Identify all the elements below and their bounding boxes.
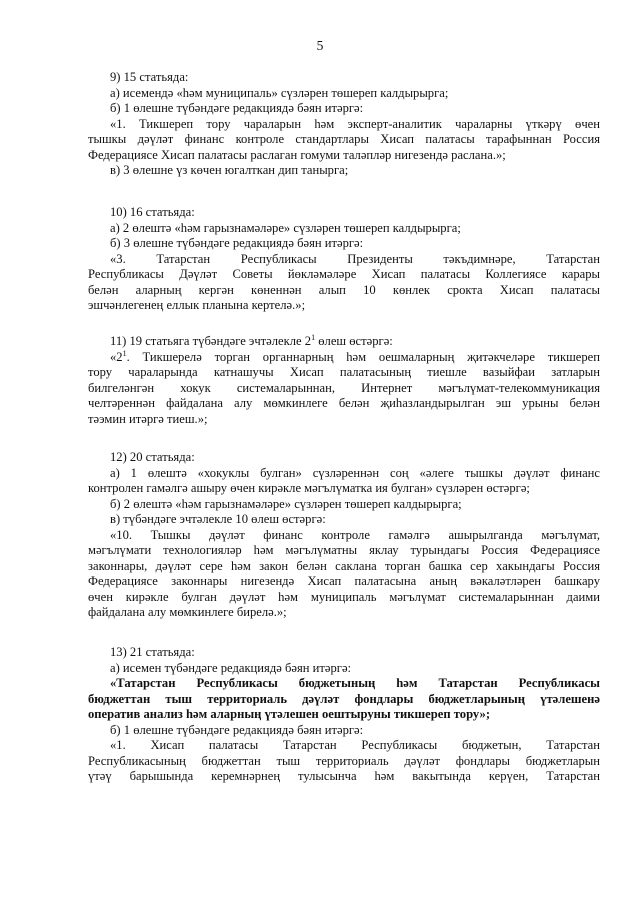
section-12-quote-line: мәгълүмати технологияләр һәм мәгълүматны яклау турындагы Россия Федерациясе — [88, 543, 600, 557]
section-9-item-c: в) 3 өлешне үз көчен югалткан дип танырга; — [110, 163, 349, 177]
section-10-quote-line: белән аларның кергән көненнән алып 10 көнлек срокта Хисап палатасы — [88, 282, 600, 297]
section-10 — [88, 205, 600, 314]
section-11-quote-line: челтәреннән файдалана алу мөмкинлеге белән җиһазландырылган эш урыны белән — [88, 396, 600, 410]
section-10-quote-line: «3. Татарстан Республикасы Президенты тәкъдимнәре, Татарстан — [110, 251, 600, 266]
section-13-title-line: оператив анализ һәм аларның үтәлешен оештыруны тикшереп тору»; — [88, 707, 491, 721]
section-9 — [88, 70, 600, 179]
section-13-quote-line: үтәү барышында керемнәрнең тулысынча һәм вакытында керүен, Татарстан — [88, 769, 600, 783]
superscript: 1 — [122, 348, 127, 358]
section-13-item-a: а) исемен түбәндәге редакциядә бәян итәргә: — [110, 660, 352, 675]
section-10-item-b: б) 3 өлешне түбәндәге редакциядә бәян итәргә: — [110, 236, 364, 250]
section-10-quote-line: эшчәнлегенең еллык планына кертелә.»; — [88, 298, 306, 312]
section-13 — [88, 645, 600, 785]
section-9-quote-line: «1. Тикшереп тору чараларын һәм эксперт-аналитик чараларны үткәрү өчен — [110, 116, 600, 131]
section-13-quote-line: Республикасының бюджеттан тыш территориаль дәүләт фондлары бюджетларын — [88, 753, 600, 768]
section-13-title-line: «Татарстан Республикасы бюджетының һәм Татарстан Республикасы — [110, 676, 600, 690]
section-12-item-c: в) түбәндәге эчтәлекле 10 өлеш өстәргә: — [110, 512, 326, 526]
section-12-quote-line: файдалана алу мөмкинлеге бирелә.»; — [88, 605, 287, 619]
section-13-item-b: б) 1 өлешне түбәндәге редакциядә бәян итәргә: — [110, 722, 364, 737]
section-9-item-b: б) 1 өлешне түбәндәге редакциядә бәян итәргә: — [110, 101, 364, 115]
section-10-heading: 10) 16 статьяда: — [110, 205, 195, 219]
section-12-quote-line: өчен кирәкле булган дәүләт һәм муниципаль мәгълүмат системаларыннан даими — [88, 589, 600, 604]
section-9-quote-line: Федерациясе Хисап палатасы раслаган гомуми таләпләр нигезендә раслана.»; — [88, 147, 506, 162]
section-11-quote-line — [88, 350, 600, 366]
section-11 — [88, 334, 600, 427]
section-9-heading: 9) 15 статьяда: — [110, 70, 189, 84]
section-9-item-a: а) исемендә «һәм муниципаль» сүзләрен төшереп калдырырга; — [110, 85, 449, 100]
section-12-heading: 12) 20 статьяда: — [110, 450, 195, 464]
quote-text: . Тикшерелә торган органнарның һәм оешмаларның җитәкчеләре тикшереп — [126, 349, 600, 364]
section-12-quote-line: законнары, дәүләт сере һәм закон белән саклана торган башка сер хакындагы Россия — [88, 558, 600, 573]
section-12-quote-line: «10. Тышкы дәүләт финанс контроле гамәлгә ашырылганда мәгълүмат, — [110, 527, 600, 542]
section-13-title-line: бюджеттан тыш территориаль дәүләт фондлары бюджетларының үтәлешенә — [88, 691, 600, 706]
section-12 — [88, 450, 600, 621]
quote-text: «2 — [110, 349, 123, 364]
section-10-quote-line: Республикасы Дәүләт Советы йөкләмәләре Хисап палатасы Коллегиясе карары — [88, 267, 600, 281]
section-11-quote-line: билгеләнгән хокук системаларыннан, Интернет мәгълүмат-телекоммуникация — [88, 380, 600, 395]
section-10-item-a: а) 2 өлештә «һәм гарызнамәләре» сүзләрен төшереп калдырырга; — [110, 220, 461, 235]
superscript: 1 — [311, 333, 316, 342]
section-12-item-b: б) 2 өлештә «һәм гарызнамәләре» сүзләрен төшереп калдырырга; — [110, 496, 462, 511]
section-11-heading — [88, 334, 600, 350]
section-13-quote-line: «1. Хисап палатасы Татарстан Республикасы бюджетын, Татарстан — [110, 738, 600, 752]
section-13-heading: 13) 21 статьяда: — [110, 645, 195, 659]
page-number: 5 — [316, 38, 324, 53]
section-11-quote-line: тору чараларында катнашучы Хисап палатасының тиешле вазыйфаи затларын — [88, 365, 600, 379]
section-12-item-a-cont: контролен гамәлгә ашыру өчен кирәкле мәгълүматка ия булган» сүзләрен өстәргә; — [88, 481, 530, 495]
section-11-quote-line: тәэмин итәргә тиеш.»; — [88, 411, 208, 426]
section-11-heading-text: 11) 19 статьяга түбәндәге эчтәлекле 2 — [110, 334, 312, 348]
section-9-quote-line: тышкы дәүләт финанс контроле стандартлары Хисап палатасы тарафыннан Россия — [88, 132, 600, 146]
section-12-item-a: а) 1 өлештә «хокуклы булган» сүзләреннән соң «әлеге тышкы дәүләт финанс — [110, 465, 600, 480]
section-12-quote-line: Федерациясе законнары нигезендә Хисап палатасына аның вәкаләтләрен башкару — [88, 574, 600, 588]
section-11-heading-text: өлеш өстәргә: — [315, 334, 393, 348]
